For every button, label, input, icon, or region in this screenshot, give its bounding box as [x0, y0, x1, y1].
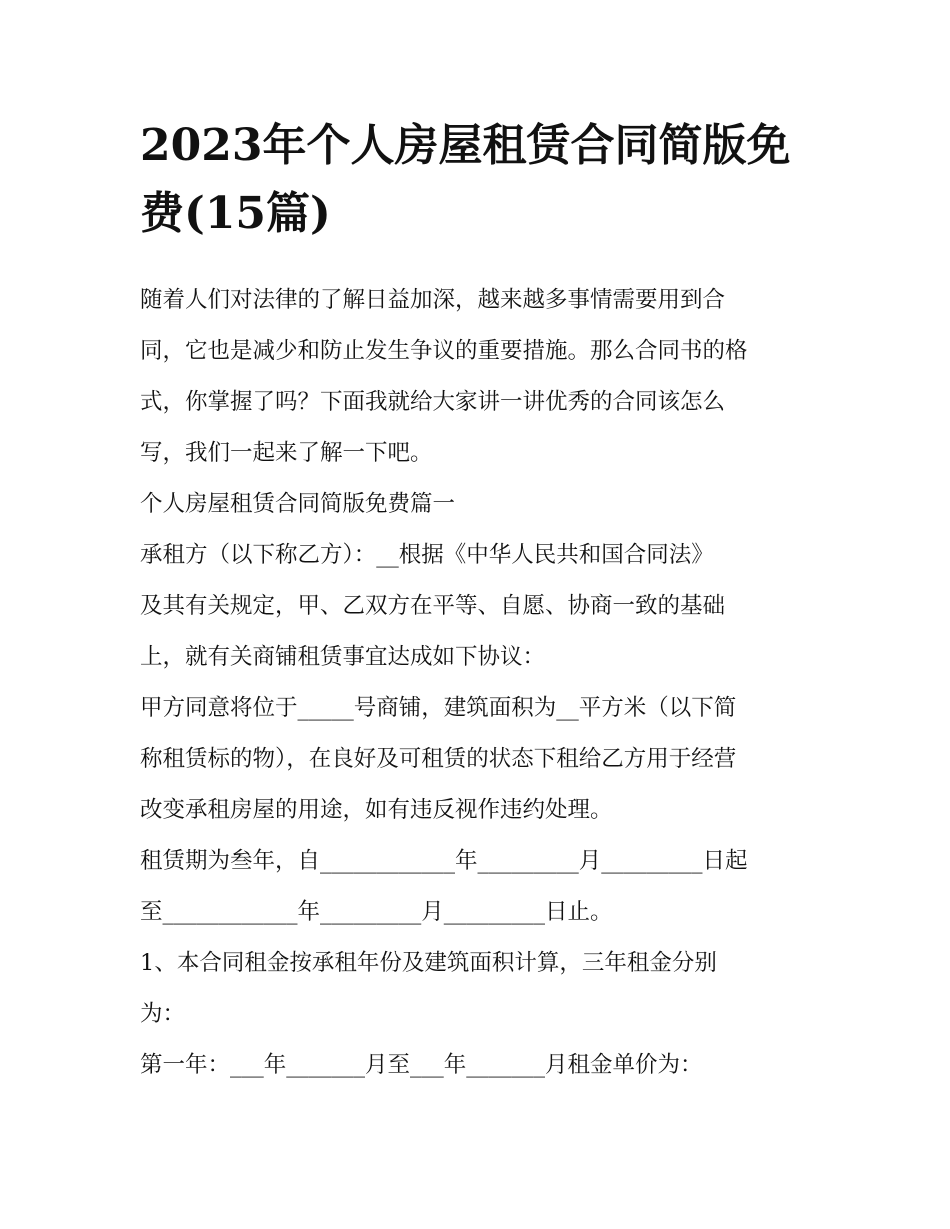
body-line-13: 至____________年_________月_________日止。: [140, 899, 613, 925]
body-line-10: 称租赁标的物），在良好及可租赁的状态下租给乙方用于经营: [140, 746, 737, 772]
body-line-2: 同，它也是减少和防止发生争议的重要措施。那么合同书的格: [140, 338, 748, 364]
section-heading: 个人房屋租赁合同简版免费篇一: [140, 491, 456, 517]
body-line-3: 式，你掌握了吗？下面我就给大家讲一讲优秀的合同该怎么: [140, 389, 726, 415]
body-line-8: 上，就有关商铺租赁事宜达成如下协议：: [140, 644, 546, 670]
body-line-12: 租赁期为叁年，自____________年_________月_________日起: [140, 848, 748, 874]
body-line-15: 为：: [140, 1001, 186, 1027]
body-line-4: 写，我们一起来了解一下吧。: [140, 440, 433, 466]
body-line-11: 改变承租房屋的用途，如有违反视作违约处理。: [140, 797, 613, 823]
body-line-14: 1、本合同租金按承租年份及建筑面积计算，三年租金分别: [140, 950, 717, 976]
document-title: 2023年个人房屋租赁合同简版免费(15篇): [140, 120, 791, 239]
body-line-6: 承租方（以下称乙方）：__根据《中华人民共和国合同法》: [140, 542, 714, 568]
body-line-9: 甲方同意将位于_____号商铺，建筑面积为__平方米（以下简: [140, 695, 737, 721]
body-line-1: 随着人们对法律的了解日益加深，越来越多事情需要用到合: [140, 287, 726, 313]
body-line-7: 及其有关规定，甲、乙双方在平等、自愿、协商一致的基础: [140, 593, 726, 619]
body-line-16: 第一年：___年_______月至___年_______月租金单价为：: [140, 1052, 703, 1078]
